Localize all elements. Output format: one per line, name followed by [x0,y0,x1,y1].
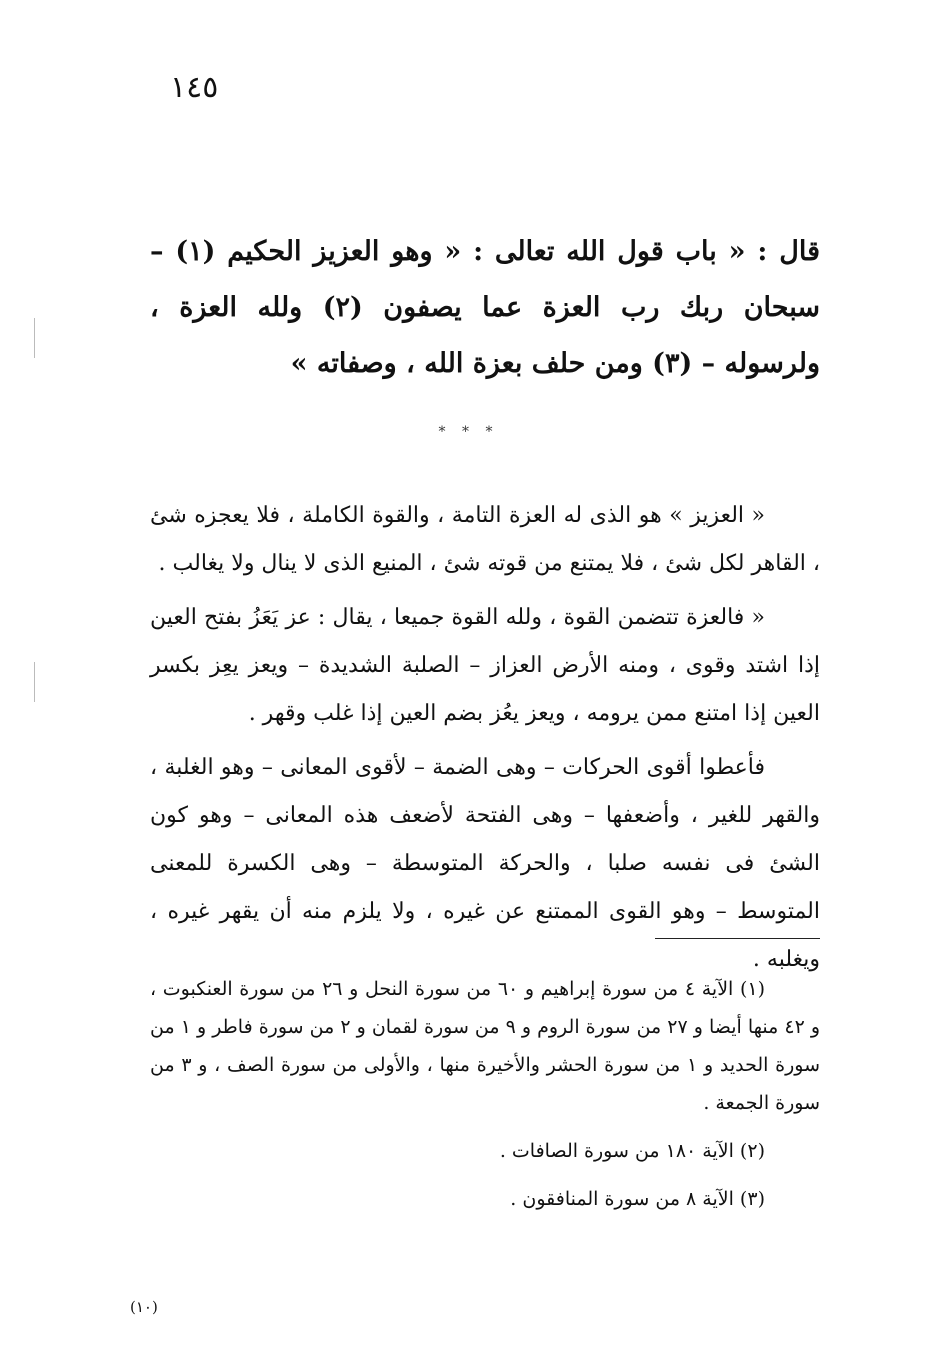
footnotes [150,970,820,1228]
page-number: ١٤٥ [170,70,219,105]
paragraph-2: « فالعزة تتضمن القوة ، ولله القوة جميعا ، يقال : عز يَعَزُ بفتح العين إذا اشتد وقوى ، ومنه الأرض العزاز – الصلبة الشديدة – ويعز يعِز بكسر العين إذا امتنع ممن يرومه ، ويعز يعُز بضم العين إذا غلب وقهر . [150,605,820,726]
paragraph-1: « العزيز » هو الذى له العزة التامة ، والقوة الكاملة ، فلا يعجزه شئ ، القاهر لكل شئ ، فلا يمتنع من قوته شئ ، المنيع الذى لا ينال ولا يغالب . [150,503,820,576]
footnote-1: (١) الآية ٤ من سورة إبراهيم و ٦٠ من سورة النحل و ٢٦ من سورة العنكبوت ، و ٤٢ منها أيضا و ٢٧ من سورة الروم و ٩ من سورة لقمان و ٢ من سورة فاطر و ١ من سورة الحديد و ١ من سورة الحشر والأخيرة منها ، والأولى من سورة الصف ، و ٣ من سورة الجمعة . [150,978,821,1114]
footnote-2: (٢) الآية ١٨٠ من سورة الصافات . [499,1140,765,1162]
signature-mark: (١٠) [130,1298,158,1316]
paragraph-3: فأعطوا أقوى الحركات – وهى الضمة – لأقوى المعانى – وهو الغلبة ، والقهر للغير ، وأضعفها – وهى الفتحة لأضعف هذه المعانى – وهو كون الشئ فى نفسه صلبا ، والحركة المتوسطة – وهى الكسرة للمعنى المتوسط – وهو القوى الممتنع عن غيره ، ولا يلزم منه أن يقهر غيره ، ويغلبه . [150,755,820,972]
footnote-divider [655,938,820,939]
chapter-heading: قال : « باب قول الله تعالى : « وهو العزيز الحكيم (١) – سبحان ربك رب العزة عما يصفون (٢) ولله العزة ، ولرسوله – (٣) ومن حلف بعزة الله ، وصفاته » [150,236,820,379]
margin-mark [34,662,35,702]
footnote-3: (٣) الآية ٨ من سورة المنافقون . [510,1188,765,1210]
margin-mark [34,318,35,358]
section-separator: * * * [438,424,499,440]
body-text [150,492,820,990]
